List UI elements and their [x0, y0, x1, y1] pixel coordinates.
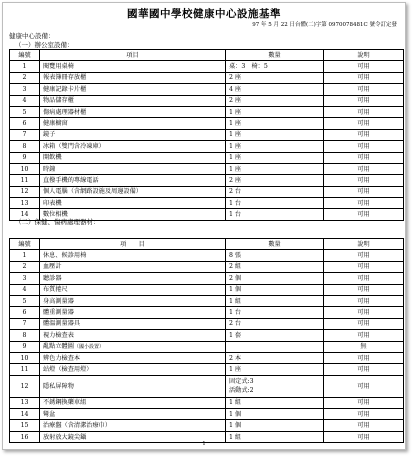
row-quantity: 1 座 — [226, 129, 324, 140]
table-row — [10, 129, 404, 140]
row-number: 10 — [10, 163, 40, 174]
row-quantity: 2 台 — [226, 186, 324, 197]
row-note: 可用 — [324, 163, 404, 174]
row-item: 隱私屏障物 — [40, 375, 226, 397]
row-note: 可用 — [324, 375, 404, 397]
row-quantity: 1 個 — [226, 409, 324, 420]
row-number: 12 — [10, 375, 40, 397]
page-title: 國華國中學校健康中心設施基準 — [127, 8, 281, 20]
table-row — [10, 106, 404, 117]
section-heading: 健康中心設備： — [9, 32, 55, 40]
header-note: 說明 — [324, 239, 404, 250]
table-row — [10, 295, 404, 306]
row-item: 數位相機 — [40, 209, 226, 220]
row-item: 治療盤（含清潔治療巾） — [40, 420, 226, 431]
row-quantity: 1 組 — [226, 295, 324, 306]
row-note: 可用 — [324, 273, 404, 284]
row-note: 可用 — [324, 284, 404, 295]
table-row — [10, 152, 404, 163]
row-note: 可用 — [324, 364, 404, 375]
header-quantity: 數量 — [226, 239, 324, 250]
row-note: 可用 — [324, 318, 404, 329]
row-note: 可用 — [324, 352, 404, 363]
row-note: 可用 — [324, 61, 404, 72]
row-note: 可用 — [324, 106, 404, 117]
document-page — [2, 2, 406, 450]
header-number: 編號 — [10, 239, 40, 250]
row-number: 13 — [10, 397, 40, 408]
row-note: 可用 — [324, 397, 404, 408]
row-quantity: 2 座 — [226, 175, 324, 186]
table-row — [10, 284, 404, 295]
header-quantity: 數量 — [226, 50, 324, 61]
row-quantity — [226, 341, 324, 352]
row-quantity: 1 座 — [226, 364, 324, 375]
section1-heading: （一）辦公室設備： — [15, 41, 74, 49]
row-number: 7 — [10, 318, 40, 329]
row-quantity: 1 座 — [226, 106, 324, 117]
row-quantity: 1 套 — [226, 330, 324, 341]
row-note: 可用 — [324, 295, 404, 306]
row-item: 報表簿冊存放櫃 — [40, 72, 226, 83]
row-note: 可用 — [324, 420, 404, 431]
table-row — [10, 364, 404, 375]
header-note: 說明 — [324, 50, 404, 61]
row-quantity: 2 座 — [226, 95, 324, 106]
page-number: 1 — [202, 441, 206, 447]
row-item: 視力檢查表 — [40, 330, 226, 341]
row-note: 可用 — [324, 209, 404, 220]
row-quantity: 1 個 — [226, 420, 324, 431]
row-item: 辨色力檢查本 — [40, 352, 226, 363]
section2-heading: （二）保健、傷病處理器材： — [15, 218, 100, 226]
row-quantity: 1 台 — [226, 307, 324, 318]
row-note: 可用 — [324, 250, 404, 261]
table-row — [10, 318, 404, 329]
row-item: 閱覽用桌椅 — [40, 61, 226, 72]
table-row — [10, 341, 404, 352]
row-item: 直撥手機的專線電話 — [40, 175, 226, 186]
row-number: 16 — [10, 431, 40, 442]
row-number: 14 — [10, 209, 40, 220]
row-item: 個人電腦（含網路設施及周邊設備） — [40, 186, 226, 197]
table-row — [10, 420, 404, 431]
row-item: 血壓計 — [40, 261, 226, 272]
row-number: 5 — [10, 295, 40, 306]
row-number: 6 — [10, 307, 40, 318]
row-number: 12 — [10, 186, 40, 197]
row-number: 3 — [10, 84, 40, 95]
office-equipment-table — [9, 49, 404, 221]
row-note: 可用 — [324, 409, 404, 420]
header-number: 編號 — [10, 50, 40, 61]
row-quantity: 1 座 — [226, 118, 324, 129]
row-item: 冰箱（雙門含冷凍庫） — [40, 141, 226, 152]
item-note: （國小設置） — [73, 343, 104, 350]
row-number: 2 — [10, 72, 40, 83]
row-number: 2 — [10, 261, 40, 272]
row-item: 體溫測量器具 — [40, 318, 226, 329]
row-number: 8 — [10, 330, 40, 341]
table-row — [10, 261, 404, 272]
row-item: 物品儲存櫃 — [40, 95, 226, 106]
row-number: 9 — [10, 341, 40, 352]
row-number: 10 — [10, 352, 40, 363]
row-quantity: 1 座 — [226, 141, 324, 152]
table-row — [10, 95, 404, 106]
row-number: 13 — [10, 198, 40, 209]
row-number: 1 — [10, 250, 40, 261]
row-item: 布質捲尺 — [40, 284, 226, 295]
row-note: 可用 — [324, 118, 404, 129]
row-quantity: 1 台 — [226, 198, 324, 209]
row-quantity: 1 座 — [226, 152, 324, 163]
row-quantity: 4 座 — [226, 84, 324, 95]
row-number: 4 — [10, 284, 40, 295]
table-row — [10, 72, 404, 83]
row-note: 可用 — [324, 330, 404, 341]
row-note: 無 — [324, 341, 404, 352]
row-quantity: 2 個 — [226, 273, 324, 284]
table-row — [10, 175, 404, 186]
row-quantity: 2 座 — [226, 72, 324, 83]
row-item: 印表機 — [40, 198, 226, 209]
table-row — [10, 163, 404, 174]
row-item: 亂點立體圖（國小設置） — [40, 341, 226, 352]
row-item: 時鐘 — [40, 163, 226, 174]
health-care-equipment-table — [9, 238, 404, 443]
row-number: 5 — [10, 106, 40, 117]
row-quantity: 2 台 — [226, 318, 324, 329]
row-quantity: 1 台 — [226, 209, 324, 220]
table-row — [10, 198, 404, 209]
table-row — [10, 330, 404, 341]
row-number: 8 — [10, 141, 40, 152]
row-number: 7 — [10, 129, 40, 140]
row-number: 3 — [10, 273, 40, 284]
header-item: 項目 — [40, 50, 226, 61]
row-quantity: 桌：3 椅：5 — [226, 61, 324, 72]
row-note: 可用 — [324, 261, 404, 272]
row-note: 可用 — [324, 175, 404, 186]
row-item: 健康櫥窗 — [40, 118, 226, 129]
table-row — [10, 118, 404, 129]
row-quantity: 8 張 — [226, 250, 324, 261]
regulation-reference: 97 年 5 月 22 日台體(二)字第 0970078481C 號令訂定發 — [252, 22, 397, 28]
table-row — [10, 375, 404, 397]
table-row — [10, 307, 404, 318]
row-item: 身高測量器 — [40, 295, 226, 306]
row-number: 1 — [10, 61, 40, 72]
row-number: 11 — [10, 175, 40, 186]
row-note: 可用 — [324, 129, 404, 140]
row-note: 可用 — [324, 307, 404, 318]
row-quantity: 固定式:3 活動式:2 — [226, 375, 324, 397]
row-item: 健康記錄卡片櫃 — [40, 84, 226, 95]
table-row — [10, 186, 404, 197]
row-number: 4 — [10, 95, 40, 106]
row-quantity: 1 個 — [226, 284, 324, 295]
row-item: 站燈（檢查用燈） — [40, 364, 226, 375]
row-note: 可用 — [324, 141, 404, 152]
row-note: 可用 — [324, 431, 404, 442]
row-note: 可用 — [324, 152, 404, 163]
row-item: 彎盆 — [40, 409, 226, 420]
row-number: 11 — [10, 364, 40, 375]
row-note: 可用 — [324, 186, 404, 197]
row-number: 6 — [10, 118, 40, 129]
row-item: 傷病處理器材櫃 — [40, 106, 226, 117]
table-row — [10, 352, 404, 363]
row-note: 可用 — [324, 72, 404, 83]
row-note: 可用 — [324, 198, 404, 209]
row-note: 可用 — [324, 95, 404, 106]
row-quantity: 2 本 — [226, 352, 324, 363]
row-quantity: 2 組 — [226, 261, 324, 272]
table-row — [10, 397, 404, 408]
row-item: 放射放大鏡尖鑷 — [40, 431, 226, 442]
row-item: 開飲機 — [40, 152, 226, 163]
row-quantity: 1 座 — [226, 163, 324, 174]
row-note: 可用 — [324, 84, 404, 95]
table-row — [10, 273, 404, 284]
row-item: 聽診器 — [40, 273, 226, 284]
row-item: 不銹鋼換藥車組 — [40, 397, 226, 408]
row-item: 鏡子 — [40, 129, 226, 140]
table-row — [10, 250, 404, 261]
row-quantity: 1 組 — [226, 397, 324, 408]
row-number: 14 — [10, 409, 40, 420]
row-item: 休息、候診用椅 — [40, 250, 226, 261]
table-row — [10, 141, 404, 152]
table-row — [10, 84, 404, 95]
header-item: 項 目 — [40, 239, 226, 250]
table-row — [10, 61, 404, 72]
row-number: 15 — [10, 420, 40, 431]
row-item: 體重測量器 — [40, 307, 226, 318]
row-quantity: 1 組 — [226, 431, 324, 442]
table-row — [10, 409, 404, 420]
row-number: 9 — [10, 152, 40, 163]
